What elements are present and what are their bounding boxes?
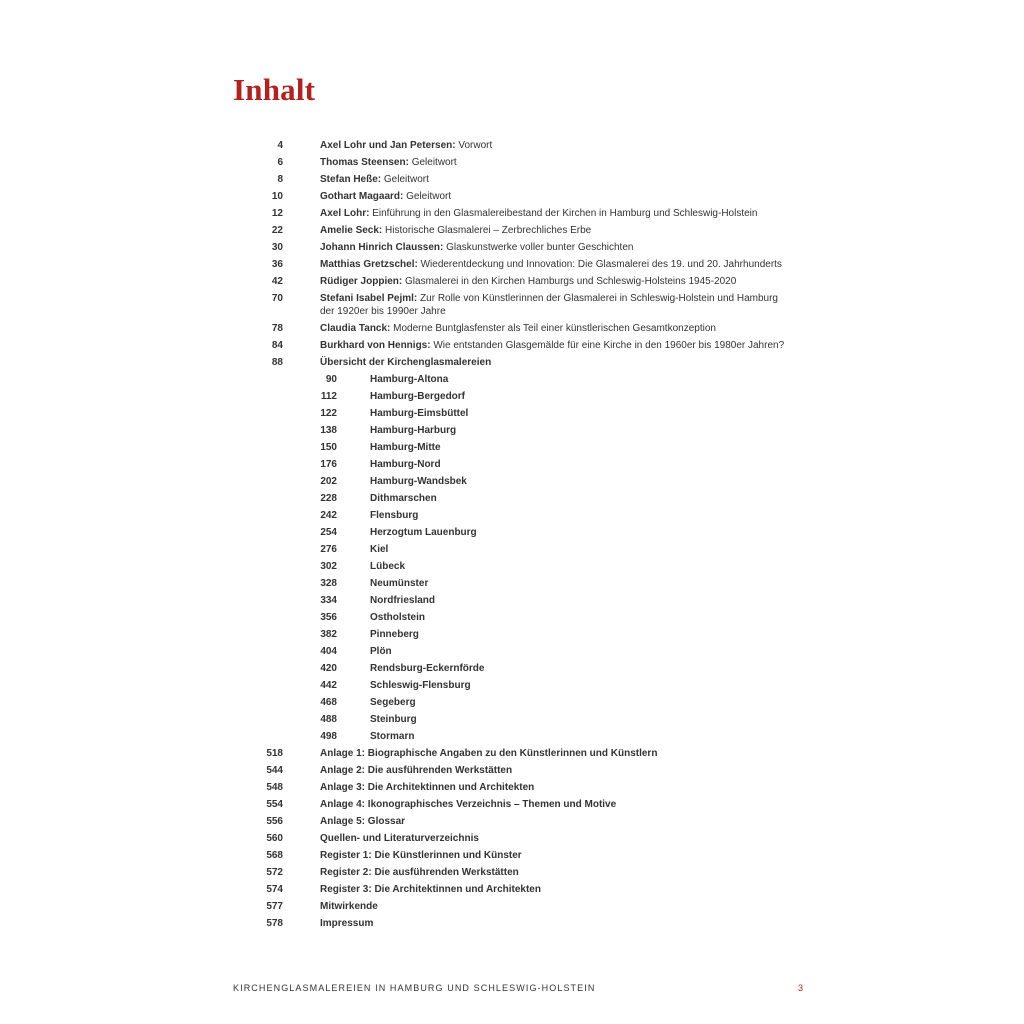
toc-page-number: 544 — [266, 765, 283, 776]
toc-region-label: Flensburg — [370, 510, 419, 521]
toc-title: Glaskunstwerke voller bunter Geschichten — [443, 242, 634, 253]
toc-entry — [370, 711, 840, 726]
toc-region-label: Hamburg-Nord — [370, 459, 441, 470]
toc-appendix-label: Register 1: Die Künstlerinnen und Künster — [320, 850, 522, 861]
toc-entry — [370, 473, 840, 488]
toc-page-number: 176 — [320, 459, 337, 470]
toc-appendix — [0, 745, 1024, 932]
toc-entry — [320, 915, 790, 930]
toc-region-label: Herzogtum Lauenburg — [370, 527, 477, 538]
toc-row — [0, 205, 1024, 222]
toc-page-number: 70 — [271, 293, 283, 304]
toc-page-number: 88 — [271, 357, 283, 368]
toc-entry — [320, 864, 790, 879]
toc-row — [0, 473, 1024, 490]
toc-page-number: 84 — [271, 340, 283, 351]
toc-entry — [370, 694, 840, 709]
toc-region-label: Ostholstein — [370, 612, 426, 623]
toc-appendix-label: Anlage 3: Die Architektinnen und Architekten — [320, 782, 535, 793]
toc-author: Matthias Gretzschel: — [320, 259, 418, 270]
toc-row — [0, 422, 1024, 439]
toc-page-number: 556 — [266, 816, 283, 827]
toc-row — [0, 371, 1024, 388]
running-title: KIRCHENGLASMALEREIEN IN HAMBURG UND SCHLESWIG-HOLSTEIN — [233, 983, 596, 993]
toc-author: Claudia Tanck: — [320, 323, 391, 334]
toc-row — [0, 898, 1024, 915]
toc-row — [0, 677, 1024, 694]
toc-entry — [370, 541, 840, 556]
toc-page-number: 10 — [271, 191, 283, 202]
toc-author: Stefani Isabel Pejml: — [320, 293, 418, 304]
toc-author: Axel Lohr und Jan Petersen: — [320, 140, 456, 151]
toc-entry — [320, 881, 790, 896]
toc-region-label: Hamburg-Harburg — [370, 425, 457, 436]
toc-regions — [0, 371, 1024, 745]
toc-region-label: Hamburg-Eimsbüttel — [370, 408, 469, 419]
toc-row — [0, 575, 1024, 592]
toc-entry — [320, 745, 790, 760]
toc-row — [0, 881, 1024, 898]
toc-row — [0, 154, 1024, 171]
toc-page-number: 328 — [320, 578, 337, 589]
toc-page-number: 90 — [325, 374, 337, 385]
toc-row — [0, 290, 1024, 320]
toc-page-number: 42 — [271, 276, 283, 287]
toc-appendix-label: Anlage 4: Ikonographisches Verzeichnis – Themen und Motive — [320, 799, 617, 810]
page-title: Inhalt — [233, 72, 316, 107]
toc-appendix-label: Quellen- und Literaturverzeichnis — [320, 833, 479, 844]
toc-entry — [370, 558, 840, 573]
toc-page-number: 112 — [320, 391, 337, 402]
toc-title: Wiederentdeckung und Innovation: Die Glasmalerei des 19. und 20. Jahrhunderts — [417, 259, 782, 270]
toc-author: Gothart Magaard: — [320, 191, 404, 202]
toc-appendix-label: Register 2: Die ausführenden Werkstätten — [320, 867, 519, 878]
toc-row — [0, 456, 1024, 473]
toc-row — [0, 745, 1024, 762]
toc-page-number: 468 — [320, 697, 337, 708]
toc-row — [0, 388, 1024, 405]
toc-entry — [320, 847, 790, 862]
toc-page-number: 302 — [320, 561, 337, 572]
toc-entry — [370, 575, 840, 590]
toc-entry — [370, 388, 840, 403]
toc-entry — [370, 626, 840, 641]
toc-page-number: 276 — [320, 544, 337, 555]
toc-page-number: 568 — [266, 850, 283, 861]
toc-page-number: 12 — [271, 208, 283, 219]
toc-page-number: 488 — [320, 714, 337, 725]
toc-entry — [370, 728, 840, 743]
toc-region-label: Schleswig-Flensburg — [370, 680, 471, 691]
toc-entry — [320, 137, 790, 152]
toc-row — [0, 337, 1024, 354]
toc-page-number: 122 — [320, 408, 337, 419]
toc-row — [0, 830, 1024, 847]
toc-region-label: Dithmarschen — [370, 493, 437, 504]
toc-title: Moderne Buntglasfenster als Teil einer künstlerischen Gesamtkonzeption — [390, 323, 716, 334]
toc-row — [0, 779, 1024, 796]
toc-page-number: 420 — [320, 663, 337, 674]
toc-page-number: 382 — [320, 629, 337, 640]
toc-entry — [370, 643, 840, 658]
toc-entry — [370, 660, 840, 675]
toc-row — [0, 490, 1024, 507]
toc-entry — [320, 830, 790, 845]
toc-title: Historische Glasmalerei – Zerbrechliches Erbe — [382, 225, 592, 236]
toc-page-number: 228 — [320, 493, 337, 504]
toc-row — [0, 320, 1024, 337]
toc-page-number: 572 — [266, 867, 283, 878]
toc-author: Axel Lohr: — [320, 208, 370, 219]
toc-region-label: Kiel — [370, 544, 389, 555]
toc-entry — [370, 609, 840, 624]
toc-page-number: 6 — [277, 157, 283, 168]
toc-page-number: 202 — [320, 476, 337, 487]
toc-entry — [320, 337, 790, 352]
toc-row — [0, 222, 1024, 239]
toc-entry — [320, 354, 790, 369]
toc-row — [0, 524, 1024, 541]
toc-entry — [320, 813, 790, 828]
toc-author: Stefan Heße: — [320, 174, 382, 185]
toc-region-label: Rendsburg-Eckernförde — [370, 663, 485, 674]
table-of-contents — [0, 137, 1024, 932]
toc-page-number: 404 — [320, 646, 337, 657]
toc-entry — [370, 439, 840, 454]
toc-row — [0, 507, 1024, 524]
toc-entry — [320, 762, 790, 777]
toc-title: Geleitwort — [403, 191, 452, 202]
toc-entry — [320, 222, 790, 237]
toc-region-label: Hamburg-Altona — [370, 374, 449, 385]
toc-page-number: 578 — [266, 918, 283, 929]
toc-page-number: 518 — [266, 748, 283, 759]
toc-row — [0, 439, 1024, 456]
toc-appendix-label: Anlage 5: Glossar — [320, 816, 406, 827]
page-number: 3 — [798, 983, 804, 993]
toc-author: Thomas Steensen: — [320, 157, 409, 168]
toc-entry — [370, 490, 840, 505]
toc-entry — [320, 154, 790, 169]
toc-title: Wie entstanden Glasgemälde für eine Kirche in den 1960er bis 1980er Jahren? — [430, 340, 785, 351]
toc-appendix-label: Register 3: Die Architektinnen und Architekten — [320, 884, 541, 895]
toc-appendix-label: Impressum — [320, 918, 374, 929]
toc-entry — [320, 256, 790, 271]
toc-row — [0, 626, 1024, 643]
toc-appendix-label: Anlage 1: Biographische Angaben zu den Künstlerinnen und Künstlern — [320, 748, 658, 759]
toc-row — [0, 137, 1024, 154]
toc-region-label: Segeberg — [370, 697, 416, 708]
toc-appendix-label: Anlage 2: Die ausführenden Werkstätten — [320, 765, 513, 776]
toc-row — [0, 864, 1024, 881]
toc-author: Johann Hinrich Claussen: — [320, 242, 444, 253]
toc-region-label: Hamburg-Wandsbek — [370, 476, 467, 487]
toc-row — [0, 354, 1024, 371]
toc-row — [0, 796, 1024, 813]
toc-appendix-label: Mitwirkende — [320, 901, 378, 912]
toc-entry — [320, 171, 790, 186]
toc-page-number: 36 — [271, 259, 283, 270]
toc-row — [0, 558, 1024, 575]
toc-row — [0, 728, 1024, 745]
toc-row — [0, 915, 1024, 932]
toc-row — [0, 660, 1024, 677]
toc-entry — [370, 524, 840, 539]
toc-row — [0, 609, 1024, 626]
toc-row — [0, 813, 1024, 830]
toc-region-label: Steinburg — [370, 714, 417, 725]
toc-row — [0, 694, 1024, 711]
toc-author: Amelie Seck: — [320, 225, 383, 236]
toc-page-number: 30 — [271, 242, 283, 253]
toc-row — [0, 847, 1024, 864]
toc-entry — [370, 677, 840, 692]
toc-author: Burkhard von Hennigs: — [320, 340, 431, 351]
toc-row — [0, 239, 1024, 256]
toc-entry — [320, 898, 790, 913]
toc-entry — [320, 290, 790, 318]
toc-page-number: 254 — [320, 527, 337, 538]
toc-page-number: 442 — [320, 680, 337, 691]
toc-entry — [370, 592, 840, 607]
toc-row — [0, 171, 1024, 188]
toc-row — [0, 711, 1024, 728]
toc-entry — [320, 273, 790, 288]
toc-author: Übersicht der Kirchenglasmalereien — [320, 357, 492, 368]
toc-entry — [370, 405, 840, 420]
toc-entry — [320, 188, 790, 203]
toc-entry — [370, 456, 840, 471]
toc-region-label: Hamburg-Mitte — [370, 442, 441, 453]
toc-region-label: Neumünster — [370, 578, 429, 589]
toc-page-number: 560 — [266, 833, 283, 844]
toc-page-number: 334 — [320, 595, 337, 606]
toc-page-number: 577 — [266, 901, 283, 912]
toc-region-label: Lübeck — [370, 561, 406, 572]
toc-entry — [370, 507, 840, 522]
toc-region-label: Hamburg-Bergedorf — [370, 391, 466, 402]
toc-region-label: Pinneberg — [370, 629, 419, 640]
toc-entry — [370, 371, 840, 386]
toc-entry — [320, 779, 790, 794]
toc-title: Glasmalerei in den Kirchen Hamburgs und Schleswig-Holsteins 1945-2020 — [402, 276, 737, 287]
toc-entry — [370, 422, 840, 437]
toc-page-number: 4 — [277, 140, 283, 151]
toc-author: Rüdiger Joppien: — [320, 276, 403, 287]
toc-page-number: 554 — [266, 799, 283, 810]
toc-row — [0, 256, 1024, 273]
toc-title: Geleitwort — [408, 157, 457, 168]
toc-page-number: 498 — [320, 731, 337, 742]
toc-entry — [320, 320, 790, 335]
toc-page-number: 78 — [271, 323, 283, 334]
toc-row — [0, 273, 1024, 290]
toc-page-number: 356 — [320, 612, 337, 623]
toc-row — [0, 541, 1024, 558]
toc-title: Einführung in den Glasmalereibestand der Kirchen in Hamburg und Schleswig-Holstein — [369, 208, 758, 219]
toc-row — [0, 592, 1024, 609]
toc-page-number: 574 — [266, 884, 283, 895]
toc-title: Zur Rolle von Künstlerinnen der Glasmalerei in Schleswig-Holstein und Hamburg der 1920er bis 1990er Jahre — [320, 293, 778, 317]
toc-entry — [320, 239, 790, 254]
toc-page-number: 8 — [277, 174, 283, 185]
toc-region-label: Plön — [370, 646, 392, 657]
toc-essays — [0, 137, 1024, 371]
toc-page-number: 138 — [320, 425, 337, 436]
toc-page-number: 548 — [266, 782, 283, 793]
toc-entry — [320, 796, 790, 811]
toc-row — [0, 405, 1024, 422]
toc-row — [0, 188, 1024, 205]
toc-page-number: 242 — [320, 510, 337, 521]
toc-region-label: Nordfriesland — [370, 595, 436, 606]
toc-title: Vorwort — [455, 140, 493, 151]
toc-page-number: 22 — [271, 225, 283, 236]
toc-title: Geleitwort — [381, 174, 429, 185]
toc-entry — [320, 205, 790, 220]
toc-region-label: Stormarn — [370, 731, 415, 742]
toc-row — [0, 762, 1024, 779]
toc-page-number: 150 — [320, 442, 337, 453]
toc-row — [0, 643, 1024, 660]
